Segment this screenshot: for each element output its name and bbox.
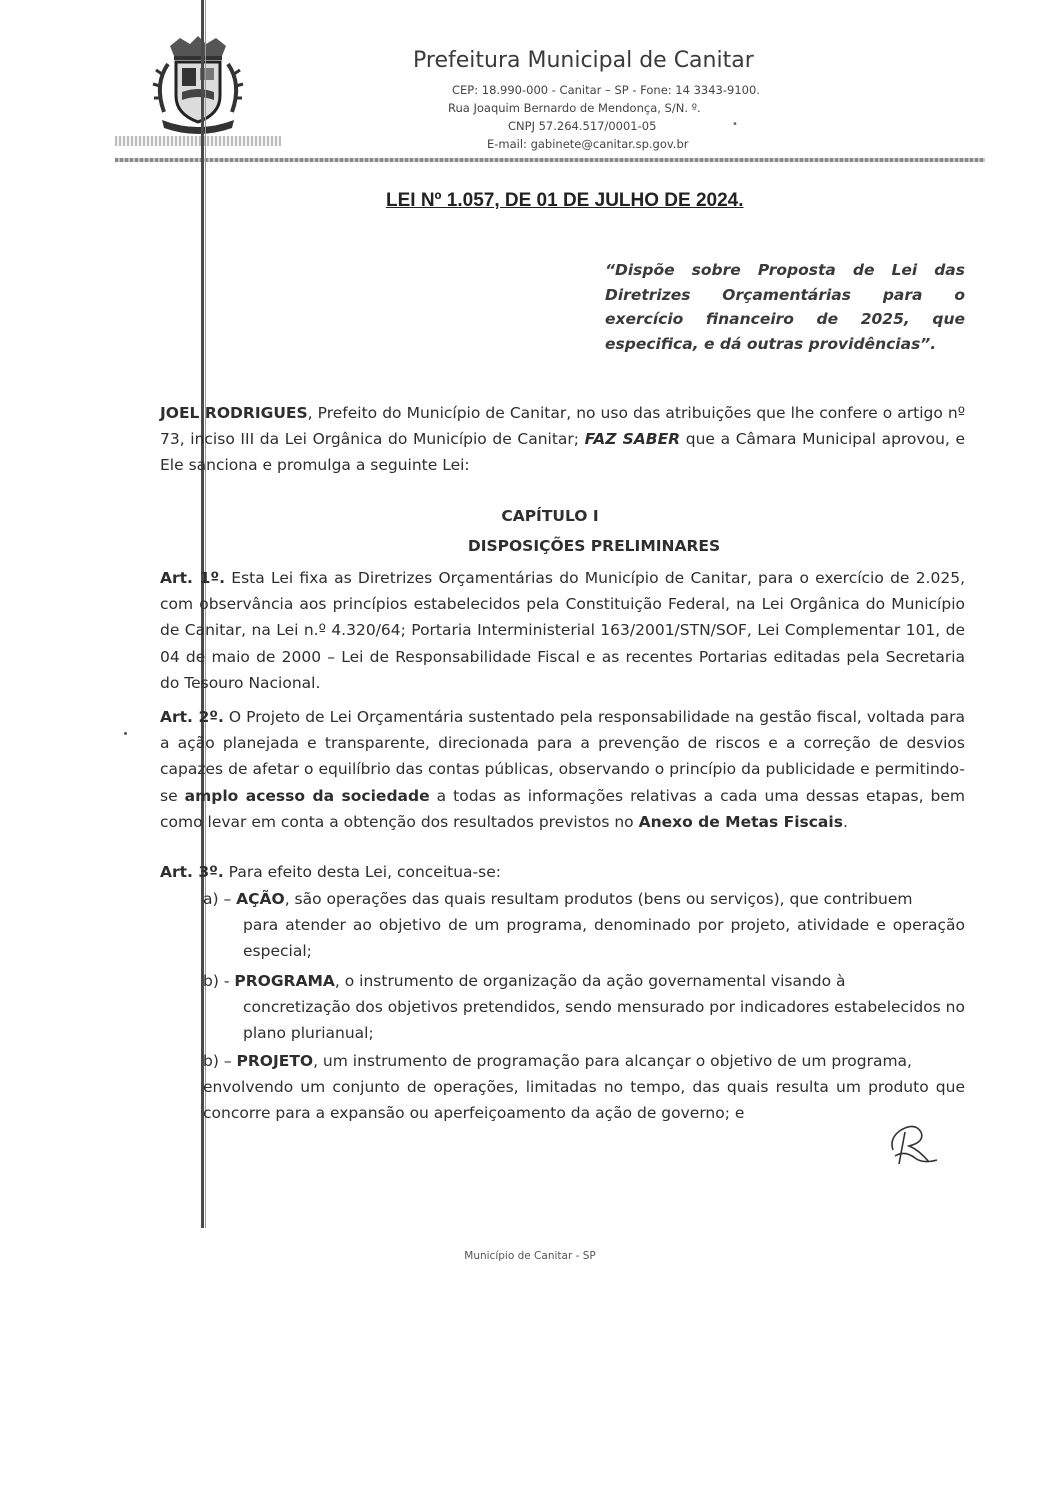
faz-saber: FAZ SABER bbox=[584, 430, 681, 449]
signature-initials-icon bbox=[885, 1120, 945, 1170]
header-cep-line: CEP: 18.990-000 - Canitar – SP - Fone: 14 3343-9100. bbox=[452, 83, 760, 97]
article-2-bold-1: amplo acesso da sociedade bbox=[184, 786, 430, 805]
preamble-text-1: , Prefeito do Município de Canitar, no uso das atribuições que lhe confere o artigo nº 73, inciso III da Lei Orgânica do Município de Canitar; bbox=[160, 404, 965, 449]
law-summary: “Dispõe sobre Proposta de Lei das Diretrizes Orçamentárias para o exercício financeiro de 2025, que especifica, e dá outras providências”. bbox=[605, 261, 965, 353]
article-2-label: Art. 2º. bbox=[160, 708, 224, 726]
mayor-name: JOEL RODRIGUES bbox=[160, 404, 308, 422]
coat-of-arms-icon bbox=[148, 34, 248, 144]
item-term: AÇÃO bbox=[236, 890, 285, 908]
article-3-item-b bbox=[203, 968, 965, 1047]
scan-speck bbox=[124, 732, 127, 735]
article-3-item-a bbox=[203, 886, 965, 965]
article-2-bold-2: Anexo de Metas Fiscais bbox=[638, 812, 843, 831]
header-divider bbox=[115, 158, 985, 162]
article-2-text-3: . bbox=[842, 812, 848, 831]
scan-mark: • bbox=[732, 119, 738, 130]
article-3-item-c bbox=[203, 1048, 965, 1127]
preamble bbox=[160, 400, 965, 479]
article-1-label: Art. 1º. bbox=[160, 569, 226, 587]
item-first-line: , o instrumento de organização da ação governamental visando à bbox=[334, 972, 846, 990]
header-address-line: Rua Joaquim Bernardo de Mendonça, S/N. º. bbox=[448, 101, 701, 115]
page-footer: Município de Canitar - SP bbox=[464, 1250, 596, 1262]
law-title: LEI Nº 1.057, DE 01 DE JULHO DE 2024. bbox=[386, 190, 744, 211]
chapter-number: CAPÍTULO I bbox=[501, 507, 599, 525]
article-2-text-2: a todas as informações relativas a cada uma dessas etapas, bem como levar em conta a obtenção dos resultados previstos no bbox=[160, 786, 965, 831]
crest-caption-bar bbox=[115, 136, 281, 146]
item-rest: envolvendo um conjunto de operações, limitadas no tempo, das quais resulta um produto que concorre para a expansão ou aperfeiçoamento da ação de governo; e bbox=[203, 1078, 965, 1123]
article-3-text: Para efeito desta Lei, conceitua-se: bbox=[223, 863, 501, 881]
chapter-title: DISPOSIÇÕES PRELIMINARES bbox=[467, 537, 721, 555]
item-rest: concretização dos objetivos pretendidos, sendo mensurado por indicadores estabelecidos no plano plurianual; bbox=[243, 998, 965, 1043]
item-prefix: b) - bbox=[203, 972, 235, 990]
article-3 bbox=[160, 859, 965, 885]
article-3-label: Art. 3º. bbox=[160, 863, 224, 881]
item-term: PROJETO bbox=[236, 1052, 314, 1070]
preamble-text-2: que a Câmara Municipal aprovou, e Ele sanciona e promulga a seguinte Lei: bbox=[160, 430, 965, 475]
header-cnpj-line: CNPJ 57.264.517/0001-05 bbox=[508, 119, 657, 133]
article-1-text: Esta Lei fixa as Diretrizes Orçamentárias do Município de Canitar, para o exercício de 2.025, com observância aos princípios estabelecidos pela Constituição Federal, na Lei Orgânica do Município de Canitar, na Lei n.º 4.320/64; Portaria Interministerial 163/2001/STN/SOF, Lei Complementar 101, de 04 de maio de 2000 – Lei de Responsabilidade Fiscal e as recentes Portarias editadas pela Secretaria do Tesouro Nacional. bbox=[160, 569, 965, 692]
article-2-text-1: O Projeto de Lei Orçamentária sustentado pela responsabilidade na gestão fiscal, voltada para a ação planejada e transparente, direcionada para a prevenção de riscos e a correção de desvios capazes de afetar o equilíbrio das contas públicas, observando o princípio da publicidade e permitindo-se bbox=[160, 708, 966, 805]
article-1 bbox=[160, 565, 965, 696]
item-term: PROGRAMA bbox=[234, 972, 335, 990]
item-first-line: , são operações das quais resultam produtos (bens ou serviços), que contribuem bbox=[284, 890, 913, 908]
item-prefix: a) – bbox=[203, 890, 237, 908]
article-2 bbox=[160, 704, 965, 835]
header-email-line: E-mail: gabinete@canitar.sp.gov.br bbox=[487, 137, 689, 151]
item-prefix: b) – bbox=[203, 1052, 237, 1070]
header-title: Prefeitura Municipal de Canitar bbox=[413, 48, 754, 73]
item-first-line: , um instrumento de programação para alcançar o objetivo de um programa, bbox=[313, 1052, 912, 1070]
item-rest: para atender ao objetivo de um programa, denominado por projeto, atividade e operação especial; bbox=[243, 916, 965, 961]
